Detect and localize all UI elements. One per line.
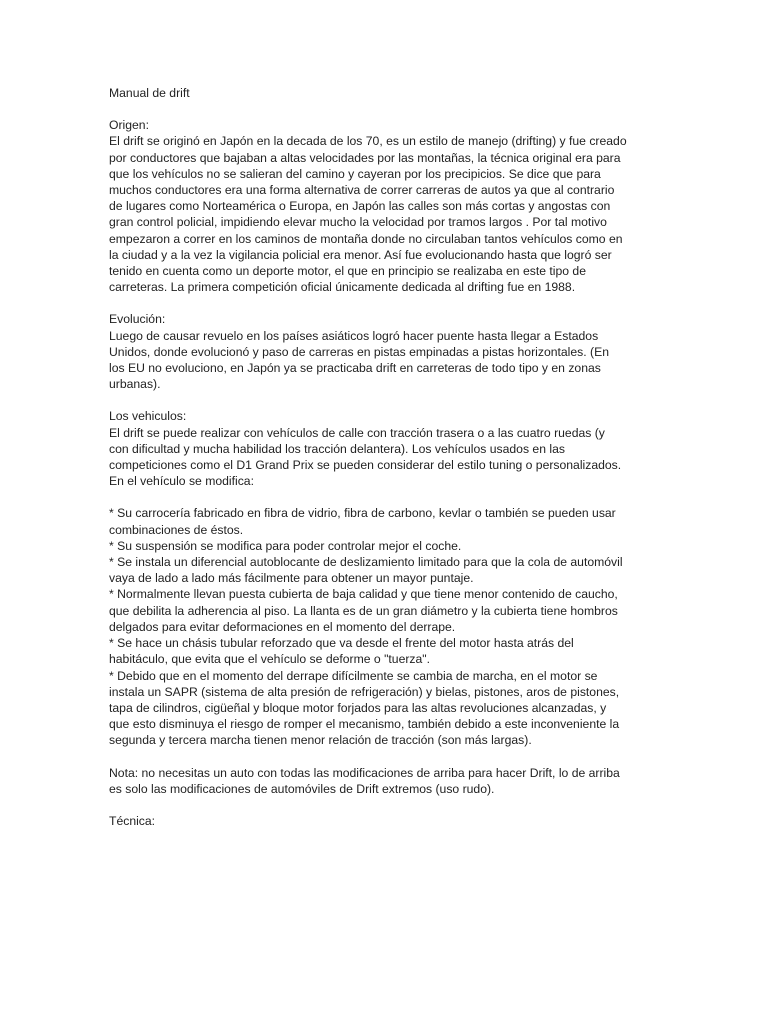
list-item-line: * Debido que en el momento del derrape difícilmente se cambia de marcha, en el motor se (109, 668, 598, 683)
section-paragraph (109, 425, 669, 490)
text-line: urbanas). (109, 377, 161, 392)
list-item-line: * Se hace un chásis tubular reforzado que va desde el frente del motor hasta atrás del (109, 636, 574, 651)
note-paragraph (109, 765, 669, 797)
text-line: En el vehículo se modifica: (109, 474, 254, 489)
text-line: muchos conductores era una forma alternativa de correr carreras de autos ya que al contrario (109, 183, 615, 198)
document-body (109, 85, 669, 845)
list-item-line: combinaciones de éstos. (109, 522, 244, 537)
list-item-line: * Su carrocería fabricado en fibra de vidrio, fibra de carbono, kevlar o también se pueden usar (109, 506, 616, 521)
text-line: empezaron a correr en los caminos de montaña donde no circulaban tantos vehículos como en (109, 231, 623, 246)
list-item-line: vaya de lado a lado más fácilmente para obtener un mayor puntaje. (109, 571, 474, 586)
list-item-line: delgados para evitar deformaciones en el momento del derrape. (109, 619, 456, 634)
text-line: Luego de causar revuelo en los países asiáticos logró hacer puente hasta llegar a Estados (109, 328, 599, 343)
text-line: competiciones como el D1 Grand Prix se pueden considerar del estilo tuning o personalizados. (109, 458, 622, 473)
text-line: los EU no evoluciono, en Japón ya se practicaba drift en carreteras de todo tipo y en zonas (109, 361, 601, 376)
list-item-line: instala un SAPR (sistema de alta presión de refrigeración) y bielas, pistones, aros de pistones, (109, 684, 620, 699)
section-heading: Los vehiculos: (109, 409, 187, 424)
text-line: por conductores que bajaban a altas velocidades por las montañas, la técnica original era para (109, 150, 621, 165)
list-item-line: habitáculo, que evita que el vehículo se deforme o "tuerza". (109, 652, 430, 667)
text-line: Unidos, donde evolucionó y paso de carreras en pistas empinadas a pistas horizontales. (En (109, 344, 609, 359)
list-item-line: * Su suspensión se modifica para poder controlar mejor el coche. (109, 538, 462, 553)
section-paragraph (109, 133, 669, 295)
text-line: Nota: no necesitas un auto con todas las modificaciones de arriba para hacer Drift, lo de arriba (109, 765, 620, 780)
text-line: la ciudad y a la vez la vigilancia policial era menor. Así fue evolucionando hasta que logró ser (109, 247, 612, 262)
list-item-line: que esto disminuya el riesgo de romper el mecanismo, también debido a este inconveniente la (109, 717, 620, 732)
text-line: El drift se originó en Japón en la decada de los 70, es un estilo de manejo (drifting) y fue creado (109, 134, 627, 149)
section-evolucion (109, 311, 669, 392)
section-origen (109, 117, 669, 295)
list-item-line: * Se instala un diferencial autoblocante de deslizamiento limitado para que la cola de automóvil (109, 555, 623, 570)
section-paragraph (109, 328, 669, 393)
text-line: es solo las modificaciones de automóviles de Drift extremos (uso rudo). (109, 781, 495, 796)
list-item-line: que debilita la adherencia al piso. La llanta es de un gran diámetro y la cubierta tiene hombros (109, 603, 618, 618)
section-heading: Evolución: (109, 312, 166, 327)
section-vehiculos (109, 408, 669, 489)
section-tecnica (109, 813, 669, 829)
text-line: carreteras. La primera competición oficial únicamente dedicada al drifting fue en 1988. (109, 280, 576, 295)
list-item-line: segunda y tercera marcha tienen menor relación de tracción (son más largas). (109, 733, 532, 748)
section-heading: Técnica: (109, 813, 156, 828)
text-line: gran control policial, impidiendo elevar mucho la velocidad por tramos largos . Por tal motivo (109, 215, 607, 230)
section-nota (109, 765, 669, 797)
list-item-line: tapa de cilindros, cigüeñal y bloque motor forjados para las altas revoluciones alcanzadas, y (109, 700, 607, 715)
text-line: con dificultad y mucha habilidad los tracción delantera). Los vehículos usados en las (109, 441, 565, 456)
text-line: tenido en cuenta como un deporte motor, el que en principio se realizaba en este tipo de (109, 264, 586, 279)
text-line: El drift se puede realizar con vehículos de calle con tracción trasera o a las cuatro ruedas (y (109, 425, 605, 440)
modification-list (109, 505, 669, 748)
document-title: Manual de drift (109, 86, 190, 100)
text-line: de lugares como Norteamérica o Europa, en Japón las calles son más cortas y angostas con (109, 199, 611, 214)
section-heading: Origen: (109, 118, 149, 133)
section-modificaciones (109, 505, 669, 748)
list-item-line: * Normalmente llevan puesta cubierta de baja calidad y que tiene menor contenido de caucho, (109, 587, 618, 602)
text-line: que los vehículos no se salieran del camino y cayeran por los precipicios. Se dice que para (109, 166, 601, 181)
